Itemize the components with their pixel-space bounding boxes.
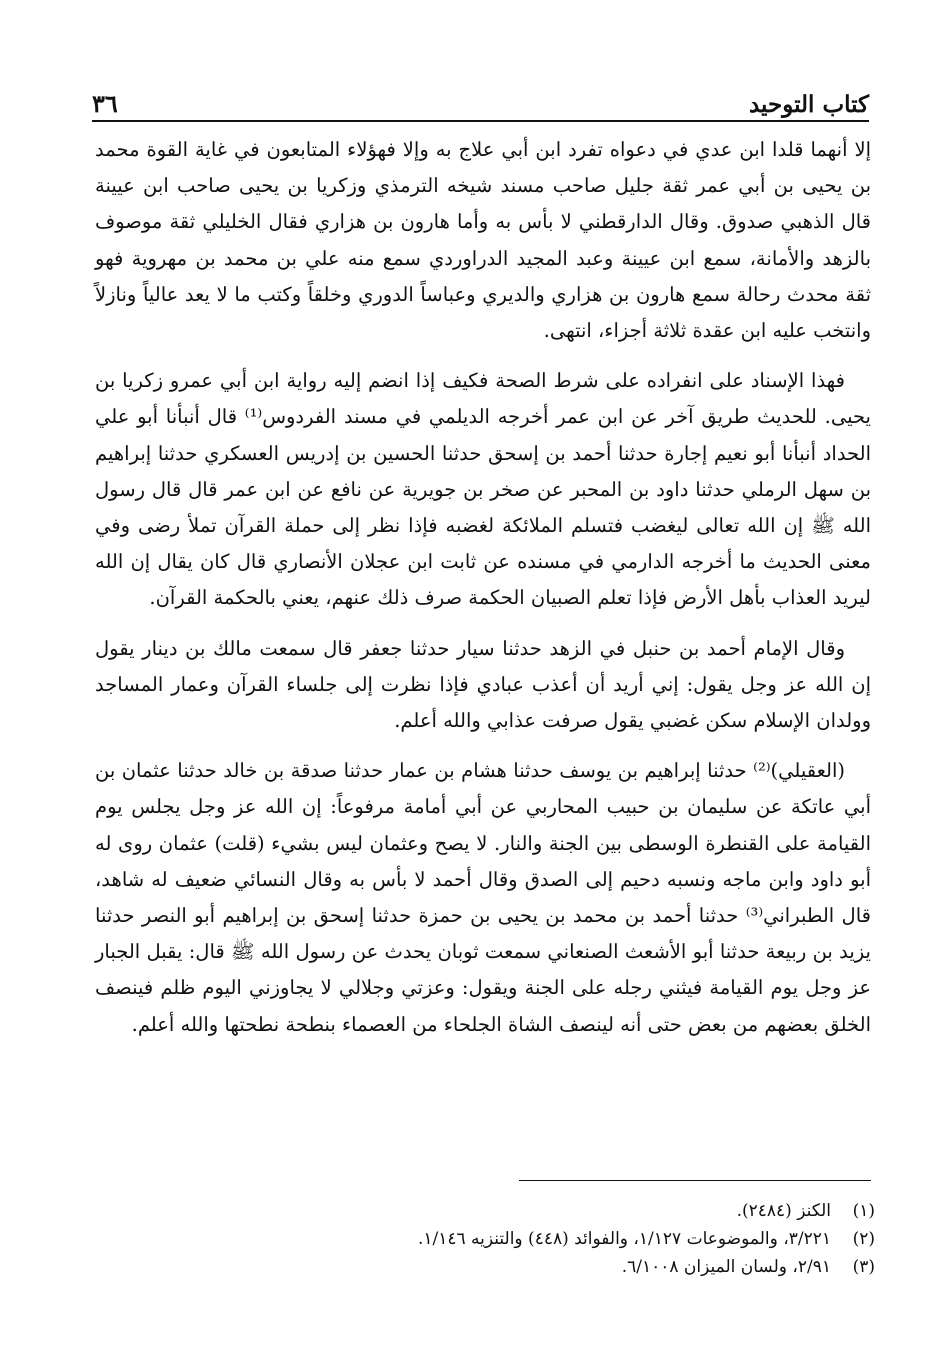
footnote-1 [95, 1197, 875, 1225]
footnote-number: (١) [852, 1201, 875, 1221]
footnote-number: (٣) [852, 1257, 875, 1277]
main-text [95, 132, 871, 1057]
paragraph-4: (العقيلي)⁽²⁾ حدثنا إبراهيم بن يوسف حدثنا هشام بن عمار حدثنا صدقة بن خالد حدثنا عثمان بن أبي عاتكة عن سليمان بن حبيب المحاربي عن أبي أمامة مرفوعاً: إن الله عز وجل يجلس يوم القيامة على القنطرة الوسطى بين الجنة والنار. لا يصح وعثمان ليس بشيء (قلت) عثمان روى له أبو داود وابن ماجه ونسبه دحيم إلى الصدق وقال أحمد لا بأس به وقال النسائي ضعيف له شاهد، قال الطبراني⁽³⁾ حدثنا أحمد بن محمد بن يحيى بن حمزة حدثنا إسحق بن إبراهيم أبو النصر حدثنا يزيد بن ربيعة حدثنا أبو الأشعث الصنعاني سمعت ثوبان يحدث عن رسول الله ﷺ قال: يقبل الجبار عز وجل يوم القيامة فيثني رجله على الجنة ويقول: وعزتي وجلالي لا يجاوزني اليوم ظلم فينصف الخلق بعضهم من بعض حتى أنه لينصف الشاة الجلحاء من العصماء بنطحة نطحتها والله أعلم. [95, 759, 871, 1036]
page-number: ٣٦ [92, 89, 118, 118]
footnote-text: الكنز (٢٤٨٤). [736, 1201, 831, 1221]
footnote-number: (٢) [852, 1229, 875, 1249]
footnote-text: ٢/٩١، ولسان الميزان ٦/١٠٠٨. [621, 1257, 831, 1277]
book-title: كتاب التوحيد [748, 91, 869, 118]
paragraph-1: إلا أنهما قلدا ابن عدي في دعواه تفرد ابن أبي علاج به وإلا فهؤلاء المتابعون في غاية القوة محمد بن يحيى بن أبي عمر ثقة جليل صاحب مسند شيخه الترمذي وزكريا بن يحيى صاحب ابن عيينة قال الذهبي صدوق. وقال الدارقطني لا بأس به وأما هارون بن هزاري فقال الخليلي ثقة موصوف بالزهد والأمانة، سمع ابن عيينة وعبد المجيد الدراوردي سمع منه علي بن محمد بن مهروية فهو ثقة محدث رحالة سمع هارون بن هزاري والديري وعباساً الدوري وخلقاً وكتب ما لا يعد عالياً ونازلاً وانتخب عليه ابن عقدة ثلاثة أجزاء، انتهى. [95, 138, 871, 343]
paragraph-3: وقال الإمام أحمد بن حنبل في الزهد حدثنا سيار حدثنا جعفر قال سمعت مالك بن دينار يقول إن الله عز وجل يقول: إني أريد أن أعذب عبادي فإذا نظرت إلى جلساء القرآن وعمار المساجد وولدان الإسلام سكن غضبي يقول صرفت عذابي والله أعلم. [95, 636, 871, 733]
footnote-separator [519, 1180, 871, 1181]
footnote-text: ٣/٢٢١، والموضوعات ١/١٢٧، والفوائد (٤٤٨) والتنزيه ١/١٤٦. [417, 1229, 831, 1249]
paragraph-2: فهذا الإسناد على انفراده على شرط الصحة فكيف إذا انضم إليه رواية ابن أبي عمرو زكريا بن يحيى. للحديث طريق آخر عن ابن عمر أخرجه الديلمي في مسند الفردوس⁽¹⁾ قال أنبأنا أبو علي الحداد أنبأنا أبو نعيم إجارة حدثنا أحمد بن إسحق حدثنا الحسين بن إدريس العسكري حدثنا إبراهيم بن سهل الرملي حدثنا داود بن المحبر عن صخر بن جويرية عن نافع عن ابن عمر قال قال رسول الله ﷺ إن الله تعالى ليغضب فتسلم الملائكة لغضبه فإذا نظر إلى حملة القرآن تملأ رضى وفي معنى الحديث ما أخرجه الدارمي في مسنده عن ثابت ابن عجلان الأنصاري قال كان يقال إن الله ليريد العذاب بأهل الأرض فإذا تعلم الصبيان الحكمة صرف ذلك عنهم، يعني بالحكمة القرآن. [95, 369, 871, 610]
footnote-2 [95, 1225, 875, 1253]
footnote-3 [95, 1253, 875, 1281]
footnotes [95, 1197, 875, 1281]
running-head [92, 78, 869, 122]
